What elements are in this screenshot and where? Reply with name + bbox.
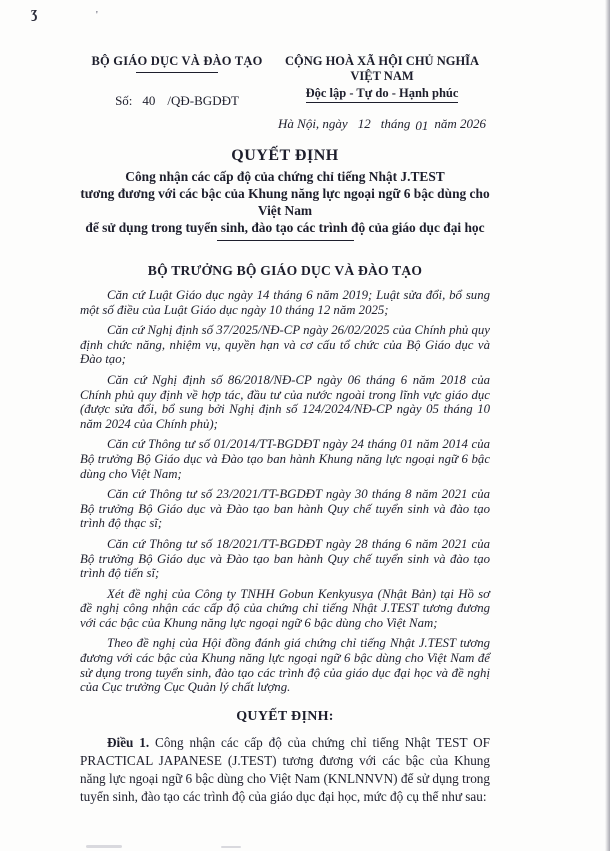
title-line-2: tương đương với các bậc của Khung năng lực ngoại ngữ 6 bậc dùng cho Việt Nam (80, 186, 490, 218)
preamble-section (80, 288, 490, 695)
agency-underline (136, 72, 218, 73)
preamble-paragraph: Theo đề nghị của Hội đồng đánh giá chứng chỉ tiếng Nhật J.TEST tương đương với các bậc của Khung năng lực ngoại ngữ 6 bậc dùng cho Việt Nam để sử dụng trong tuyển sinh, đào tạo các trình độ của giáo dục đại học và đề nghị của Cục trưởng Cục Quản lý chất lượng. (80, 636, 490, 695)
preamble-paragraph: Căn cứ Thông tư số 01/2014/TT-BGDĐT ngày 24 tháng 01 năm 2014 của Bộ trưởng Bộ Giáo dục và Đào tạo ban hành Khung năng lực ngoại ngữ 6 bậc dùng cho Việt Nam; (80, 437, 490, 481)
date-month-label: tháng (380, 116, 411, 131)
title-underline (217, 240, 354, 241)
document-kind: QUYẾT ĐỊNH (231, 147, 339, 164)
scan-smudge (221, 846, 241, 848)
document-header (80, 54, 490, 132)
date-day: 12 (357, 116, 371, 131)
national-title-block (274, 54, 490, 132)
national-motto: Độc lập - Tự do - Hạnh phúc (306, 86, 459, 103)
number-value: 40 (142, 93, 156, 108)
scan-artifact-mark: ʒ (31, 5, 38, 22)
issuing-agency-name: BỘ GIÁO DỤC VÀ ĐÀO TẠO (91, 54, 263, 68)
country-name: CỘNG HOÀ XÃ HỘI CHỦ NGHĨA VIỆT NAM (284, 54, 480, 83)
title-line-3: để sử dụng trong tuyển sinh, đào tạo các trình độ của giáo dục đại học (85, 220, 485, 235)
date-year: năm 2026 (434, 116, 486, 131)
issuing-agency-block (80, 54, 274, 109)
scan-artifact-tick: ' (96, 10, 98, 21)
preamble-paragraph: Căn cứ Thông tư số 23/2021/TT-BGDĐT ngày 30 tháng 8 năm 2021 của Bộ trưởng Bộ Giáo dục và Đào tạo ban hành Quy chế tuyển sinh và đào tạo trình độ thạc sĩ; (80, 487, 490, 531)
document-title-block (80, 147, 490, 241)
article-1-label: Điều 1. (107, 734, 150, 750)
preamble-paragraph: Căn cứ Nghị định số 37/2025/NĐ-CP ngày 26/02/2025 của Chính phủ quy định chức năng, nhiệm vụ, quyền hạn và cơ cấu tổ chức của Bộ Giáo dục và Đào tạo; (80, 323, 490, 367)
document-content (80, 54, 490, 806)
article-1-text: Công nhận các cấp độ của chứng chỉ tiếng Nhật TEST OF PRACTICAL JAPANESE (J.TEST) tương đương với các bậc của Khung năng lực ngoại ngữ 6 bậc dùng cho Việt Nam (KNLNNVN) để sử dụng trong tuyển sinh, đào tạo các trình độ của giáo dục đại học, mức độ cụ thể như sau: (80, 734, 491, 804)
preamble-paragraph: Căn cứ Thông tư số 18/2021/TT-BGDĐT ngày 28 tháng 6 năm 2021 của Bộ trưởng Bộ Giáo dục và Đào tạo ban hành Quy chế tuyển sinh và đào tạo trình độ tiến sĩ; (80, 536, 490, 581)
date-prefix: Hà Nội, ngày (278, 116, 348, 131)
title-line-1: Công nhận các cấp độ của chứng chỉ tiếng Nhật J.TEST (125, 169, 445, 184)
issuer-heading: BỘ TRƯỞNG BỘ GIÁO DỤC VÀ ĐÀO TẠO (147, 263, 423, 278)
place-date-line (274, 116, 490, 132)
number-label: Số: (115, 93, 133, 108)
preamble-paragraph: Căn cứ Luật Giáo dục ngày 14 tháng 6 năm 2019; Luật sửa đổi, bổ sung một số điều của Luật Giáo dục ngày 10 tháng 12 năm 2025; (80, 288, 490, 317)
page-edge-shadow (605, 0, 610, 851)
preamble-paragraph: Căn cứ Nghị định số 86/2018/NĐ-CP ngày 06 tháng 6 năm 2018 của Chính phủ quy định về hợp tác, đầu tư của nước ngoài trong lĩnh vực giáo dục (được sửa đổi, bổ sung bởi Nghị định số 124/2024/NĐ-CP ngày 05 tháng 10 năm 2024 của Chính phủ); (80, 372, 490, 431)
preamble-paragraph: Xét đề nghị của Công ty TNHH Gobun Kenkyusya (Nhật Bản) tại Hồ sơ đề nghị công nhận các cấp độ của chứng chỉ tiếng Nhật J.TEST tương đương với các bậc của Khung năng lực ngoại ngữ 6 bậc dùng cho Việt Nam; (80, 586, 490, 630)
decision-heading: QUYẾT ĐỊNH: (236, 708, 334, 724)
date-month: 01 (415, 118, 429, 133)
number-suffix: /QĐ-BGDĐT (167, 93, 239, 108)
scan-smudge (86, 845, 122, 848)
document-number-line (80, 93, 274, 109)
article-1 (80, 734, 490, 806)
